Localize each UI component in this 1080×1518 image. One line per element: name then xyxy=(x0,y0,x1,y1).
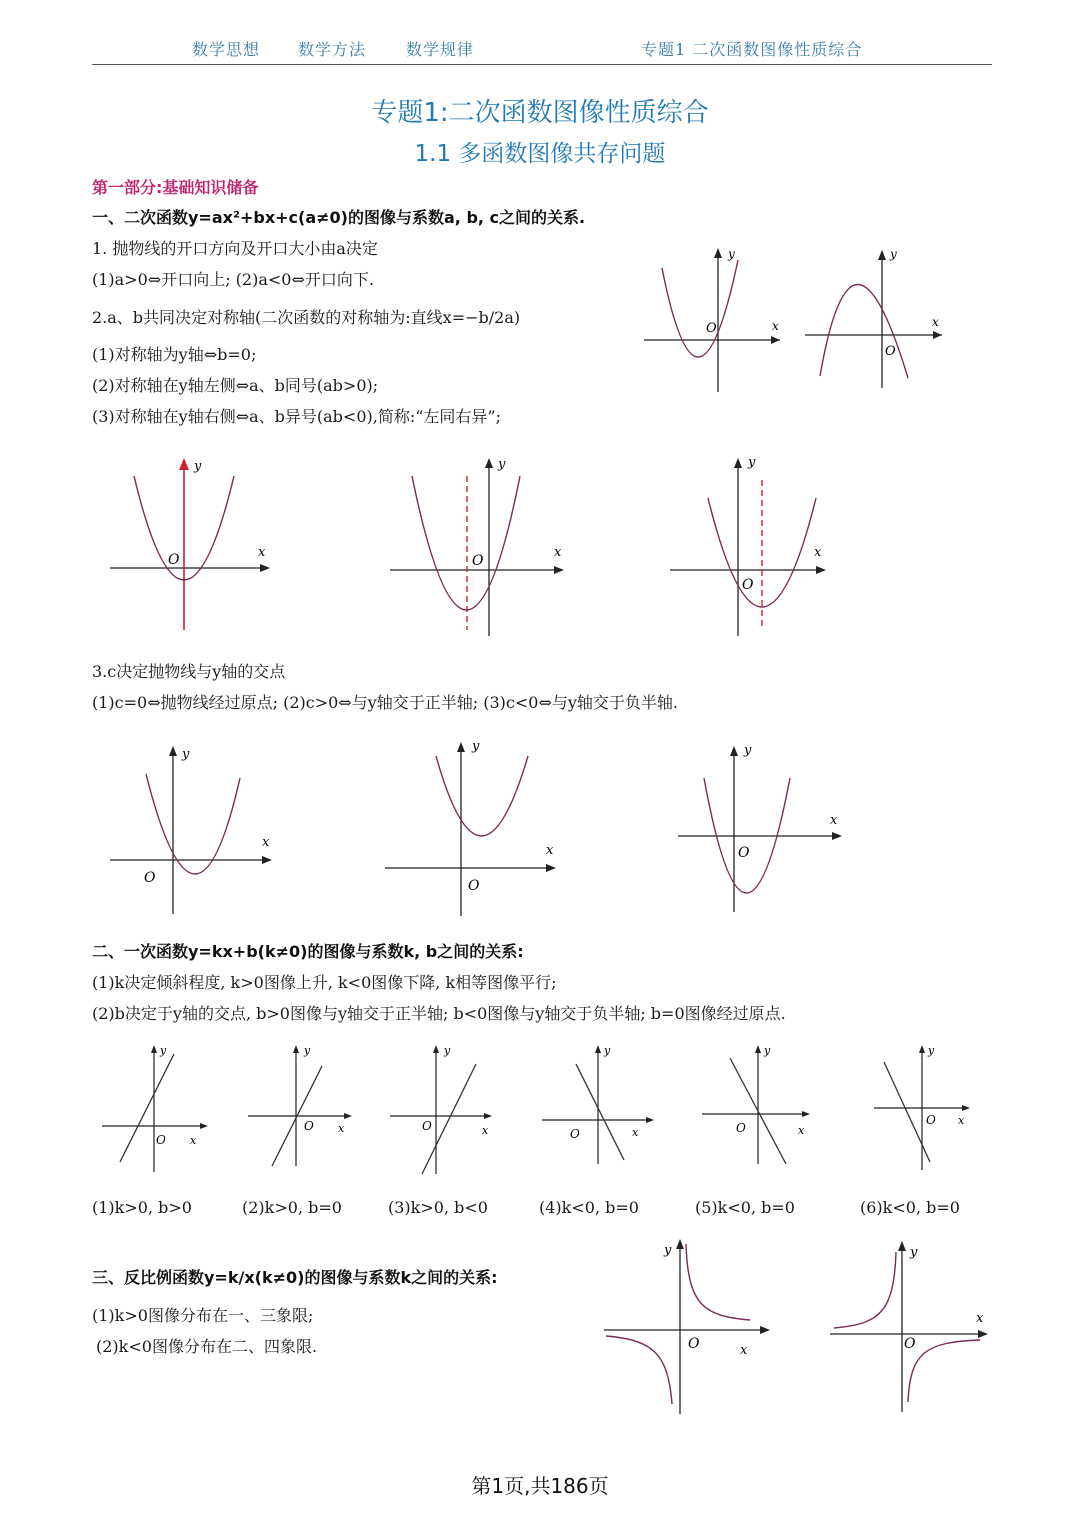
graph-row-hyperbola xyxy=(600,1236,992,1416)
svg-text:O: O xyxy=(742,577,754,593)
sec2-line: (1)k决定倾斜程度, k>0图像上升, k<0图像下降, k相等图像平行; xyxy=(92,973,557,992)
graph-top-pair xyxy=(640,240,950,400)
svg-text:O: O xyxy=(156,1133,166,1147)
header-item-2: 数学方法 xyxy=(298,40,367,59)
sec3-line: (1)k>0图像分布在一、三象限; xyxy=(92,1306,314,1325)
svg-text:O: O xyxy=(468,878,480,894)
graph-linear-3 xyxy=(390,1044,492,1174)
linear-caption: (5)k<0, b=0 xyxy=(695,1198,795,1217)
svg-text:x: x xyxy=(814,545,822,560)
sec1-c-line: 3.c决定抛物线与y轴的交点 xyxy=(92,662,286,681)
svg-text:y: y xyxy=(194,459,202,474)
svg-text:y: y xyxy=(604,1044,611,1057)
svg-text:O: O xyxy=(904,1336,916,1352)
graph-hyperbola-negative xyxy=(830,1241,988,1412)
graph-upward-parabola xyxy=(644,247,780,392)
graph-hyperbola-positive xyxy=(604,1239,770,1414)
svg-text:x: x xyxy=(546,843,554,858)
svg-text:x: x xyxy=(740,1343,748,1358)
svg-text:y: y xyxy=(304,1044,311,1057)
svg-text:x: x xyxy=(554,545,562,560)
page-footer: 第1页,共186页 xyxy=(471,1474,609,1498)
graph-linear-1 xyxy=(102,1044,208,1172)
graph-row-symmetry xyxy=(100,448,840,643)
svg-text:O: O xyxy=(168,552,180,568)
graph-linear-5 xyxy=(702,1044,810,1164)
svg-text:x: x xyxy=(958,1114,965,1127)
linear-caption: (3)k>0, b<0 xyxy=(388,1198,488,1217)
svg-text:x: x xyxy=(830,813,838,828)
part-heading: 第一部分:基础知识储备 xyxy=(92,178,259,197)
sec1-c-line: (1)c=0⇔抛物线经过原点; (2)c>0⇔与y轴交于正半轴; (3)c<0⇔与y轴交于负半轴. xyxy=(92,693,678,712)
section3-heading: 三、反比例函数y=k/x(k≠0)的图像与系数k之间的关系: xyxy=(92,1268,498,1287)
svg-text:x: x xyxy=(932,315,939,329)
graph-linear-2 xyxy=(248,1044,352,1166)
svg-text:x: x xyxy=(258,545,266,560)
svg-text:y: y xyxy=(890,247,897,261)
svg-text:y: y xyxy=(472,739,480,754)
axis-y-label: y xyxy=(728,247,735,261)
svg-text:y: y xyxy=(664,1243,672,1258)
header-item-3: 数学规律 xyxy=(406,40,475,59)
sec1-line: (3)对称轴在y轴右侧⇔a、b异号(ab<0),简称:“左同右异”; xyxy=(92,407,501,426)
section1-heading: 一、二次函数y=ax²+bx+c(a≠0)的图像与系数a, b, c之间的关系. xyxy=(92,208,586,227)
svg-text:O: O xyxy=(472,553,484,569)
svg-text:O: O xyxy=(570,1127,580,1141)
sec1-line: (1)对称轴为y轴⇔b=0; xyxy=(92,345,257,364)
svg-text:y: y xyxy=(444,1044,451,1057)
linear-caption: (1)k>0, b>0 xyxy=(92,1198,192,1217)
section2-heading: 二、一次函数y=kx+b(k≠0)的图像与系数k, b之间的关系: xyxy=(92,942,524,961)
svg-text:y: y xyxy=(744,743,752,758)
linear-caption: (2)k>0, b=0 xyxy=(242,1198,342,1217)
sec1-line: 2.a、b共同决定对称轴(二次函数的对称轴为:直线x=−b/2a) xyxy=(92,308,521,327)
svg-text:x: x xyxy=(338,1122,345,1135)
origin-label: O xyxy=(706,321,717,336)
svg-text:y: y xyxy=(498,457,506,472)
svg-text:x: x xyxy=(632,1126,639,1139)
graph-c-zero xyxy=(110,746,272,914)
graph-axis-left xyxy=(390,457,564,636)
header-rule xyxy=(92,64,992,65)
graph-row-linear xyxy=(92,1040,992,1180)
header-item-1: 数学思想 xyxy=(192,40,261,59)
graph-c-negative xyxy=(678,743,842,912)
svg-text:y: y xyxy=(764,1044,771,1057)
page-title: 专题1:二次函数图像性质综合 xyxy=(371,98,709,128)
svg-text:y: y xyxy=(748,455,756,470)
svg-text:y: y xyxy=(928,1044,935,1057)
graph-linear-6 xyxy=(874,1044,970,1170)
sec1-line: (2)对称轴在y轴左侧⇔a、b同号(ab>0); xyxy=(92,376,379,395)
graph-linear-4 xyxy=(542,1044,654,1164)
svg-text:x: x xyxy=(482,1124,489,1137)
svg-text:x: x xyxy=(798,1124,805,1137)
svg-text:O: O xyxy=(144,870,156,886)
sec1-line: (1)a>0⇔开口向上; (2)a<0⇔开口向下. xyxy=(92,270,374,289)
page-subtitle: 1.1 多函数图像共存问题 xyxy=(414,141,666,167)
svg-text:x: x xyxy=(190,1134,197,1147)
header-topic: 专题1 二次函数图像性质综合 xyxy=(641,40,863,59)
graph-axis-on-y xyxy=(110,458,270,630)
svg-text:O: O xyxy=(885,344,896,359)
sec2-line: (2)b决定于y轴的交点, b>0图像与y轴交于正半轴; b<0图像与y轴交于负半轴; b=0图像经过原点. xyxy=(92,1004,786,1023)
graph-row-c xyxy=(100,738,860,920)
svg-text:x: x xyxy=(262,835,270,850)
graph-c-positive xyxy=(385,739,556,916)
sec1-line: 1. 抛物线的开口方向及开口大小由a决定 xyxy=(92,239,378,258)
svg-text:y: y xyxy=(182,747,190,762)
linear-caption: (4)k<0, b=0 xyxy=(539,1198,639,1217)
sec3-line: (2)k<0图像分布在二、四象限. xyxy=(96,1337,318,1356)
linear-caption: (6)k<0, b=0 xyxy=(860,1198,960,1217)
graph-axis-right xyxy=(670,455,826,636)
svg-text:y: y xyxy=(910,1245,918,1260)
svg-text:O: O xyxy=(422,1119,432,1133)
axis-x-label: x xyxy=(772,319,779,333)
svg-text:x: x xyxy=(976,1311,984,1326)
svg-text:O: O xyxy=(738,845,750,861)
graph-downward-parabola xyxy=(805,247,942,388)
svg-text:O: O xyxy=(688,1336,700,1352)
svg-text:y: y xyxy=(160,1044,167,1057)
svg-text:O: O xyxy=(926,1113,936,1127)
svg-text:O: O xyxy=(736,1121,746,1135)
svg-text:O: O xyxy=(304,1119,314,1133)
